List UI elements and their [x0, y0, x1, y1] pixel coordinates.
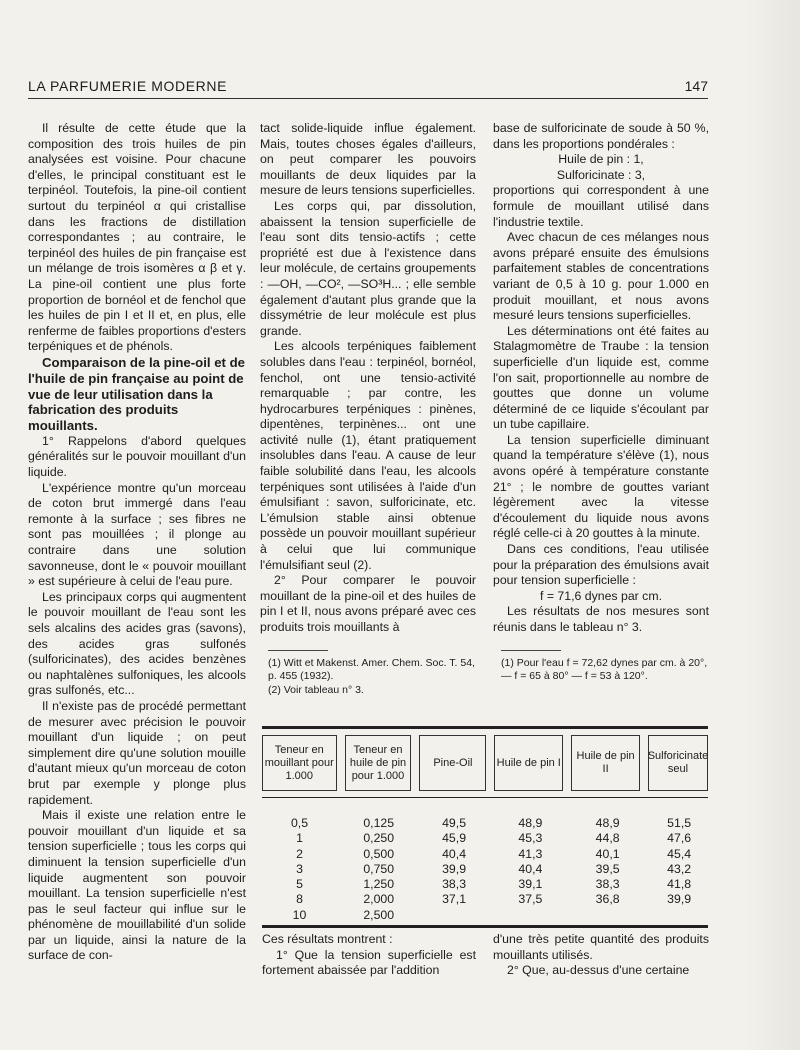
table-cell: [650, 908, 708, 923]
table-cell: 0,500: [363, 846, 395, 861]
paragraph: Il n'existe pas de procédé permettant de mesurer avec précision le pouvoir mouillant d'un liquide ; on peut simplement dire qu'une solution mouille d'autant mieux qu'un morceau de coton brut par exemple y plonge plus rapidement.: [28, 698, 246, 807]
table-cell: 39,9: [667, 892, 692, 907]
table-cell: 0,5: [290, 816, 309, 830]
table-header-cell: Sulforicinate seul: [648, 735, 708, 791]
table-header-cell: Teneur en mouillant pour 1.000: [262, 735, 337, 791]
table-cell: 0,125: [363, 816, 395, 830]
table-cell: 3: [296, 861, 303, 876]
table-cell: 36,8: [595, 892, 620, 907]
table-header-cell: Pine-Oil: [419, 735, 486, 791]
table-cell: 45,9: [442, 831, 467, 846]
table-header-row: [262, 735, 708, 791]
table-body: [262, 816, 708, 923]
table-cell: 45,3: [518, 831, 543, 846]
section-heading: Comparaison de la pine-oil et de l'huile de pin française au point de vue de leur utilisation dans la fabrication des produits mouillants.: [28, 354, 245, 434]
formula-line: Sulforicinate : 3,: [556, 167, 646, 182]
table-cell: [420, 908, 487, 923]
column-middle: [260, 121, 476, 697]
table-cell: 39,5: [595, 861, 620, 876]
paragraph: Les résultats de nos mesures sont réunis dans le tableau n° 3.: [493, 604, 709, 634]
table-row: [262, 862, 708, 877]
paragraph: Mais il existe une relation entre le pouvoir mouillant d'un liquide et sa tension superficielle ; tous les corps qui diminuent la tension superficielle d'un liquide augmentent son pouvoir mouillant. La tension superficielle n'est pas le seul facteur qui influe sur le phénomène de mouillabilité d'un solide par un liquide, ainsi la nature de la surface de con-: [28, 808, 246, 963]
table-header-cell: Huile de pin I: [494, 735, 563, 791]
table-cell: 44,8: [595, 831, 620, 846]
table-cell: 48,9: [518, 816, 543, 830]
paragraph: tact solide-liquide influe également. Mais, toutes choses égales d'ailleurs, on peut comparer les pouvoirs mouillants de deux liquides par la mesure de leurs tensions superficielles.: [260, 121, 476, 198]
paragraph: base de sulforicinate de soude à 50 %, dans les proportions pondérales :: [493, 121, 709, 151]
paragraph: Les alcools terpéniques faiblement solubles dans l'eau : terpinéol, bornéol, fenchol, ont une tensio-activité remarquable ; par contre, les hydrocarbures terpéniques : pinènes, dipentènes, terpinènes... ont une activité nulle (1), étant pratiquement insolubles dans l'eau. A cause de leur faible solubilité dans l'eau, les alcools terpéniques sont utilisées à l'aide d'un émulsifiant : savon, sulforicinate, etc. L'émulsion stable ainsi obtenue possède un pouvoir mouillant supérieur à celui que lui communique l'émulsifiant seul (2).: [260, 339, 476, 572]
table-cell: 37,5: [518, 892, 543, 907]
table-cell: 1,250: [363, 877, 395, 892]
formula-line: f = 71,6 dynes par cm.: [539, 588, 662, 603]
table-row: [262, 816, 708, 831]
table-header-cell: Teneur en huile de pin pour 1.000: [345, 735, 412, 791]
table-cell: 41,3: [518, 846, 543, 861]
table-cell: 47,6: [667, 831, 692, 846]
column-left: [28, 121, 246, 964]
paragraph: 1° Rappelons d'abord quelques généralités sur le pouvoir mouillant d'un liquide.: [28, 433, 246, 480]
table-cell: 8: [296, 892, 303, 907]
paragraph: La tension superficielle diminuant quand la température s'élève (1), nous avons opéré à température constante 21° ; le nombre de gouttes variant légèrement avec la vitesse d'écoulement du liquide nous avons réglé celle-ci à 20 gouttes à la minute.: [493, 432, 709, 541]
table-cell: 40,1: [595, 846, 620, 861]
table-cell: 0,250: [363, 831, 395, 846]
table-row: [262, 831, 708, 846]
paragraph: Les déterminations ont été faites au Stalagmomètre de Traube : la tension superficielle d'un liquide est, comme l'on sait, proportionnelle au nombre de gouttes que donne un volume déterminé de ce liquide s'écoulant par un tube capillaire.: [493, 323, 709, 432]
table-cell: 2,500: [363, 907, 395, 922]
table-top-rule: [262, 726, 708, 729]
formula-line: Huile de pin : 1,: [558, 152, 644, 167]
paragraph: 1° Que la tension superficielle est fortement abaissée par l'addition: [262, 947, 476, 978]
column-middle-bottom: [262, 932, 476, 979]
table-header-rule: [262, 797, 708, 798]
table-cell: 37,1: [442, 892, 467, 907]
table-cell: 2: [296, 846, 303, 861]
results-table: [262, 726, 708, 928]
paragraph: Avec chacun de ces mélanges nous avons préparé ensuite des émulsions parfaitement stables de concentrations variant de 0,5 à 10 g. pour 1.000 en produit mouillant, et nous avons mesuré leurs tensions superficielles.: [493, 230, 709, 323]
table-cell: 49,5: [442, 816, 467, 830]
table-row: [262, 877, 708, 892]
table-cell: 48,9: [595, 816, 620, 830]
paragraph: 2° Que, au-dessus d'une certaine: [507, 963, 690, 978]
table-cell: 10: [292, 907, 307, 922]
journal-title: LA PARFUMERIE MODERNE: [28, 78, 228, 94]
footnote: (1) Pour l'eau f = 72,62 dynes par cm. à 20°, — f = 65 à 80° — f = 53 à 120°.: [501, 656, 708, 683]
table-cell: 5: [296, 877, 303, 892]
table-cell: 51,5: [667, 816, 692, 830]
table-header-cell: Huile de pin II: [571, 735, 640, 791]
paragraph: proportions qui correspondent à une formule de mouillant utilisé dans l'industrie textile.: [493, 183, 709, 229]
table-row: [262, 908, 708, 923]
page-edge-shadow: [744, 0, 800, 1050]
paragraph: Il résulte de cette étude que la composition des trois huiles de pin analysées est voisine. Pour chacune d'elles, le principal constituant est le terpinéol. Toutefois, la pine-oil contient surtout du terpinéol α qui cristallise dans les fractions de distillation correspondantes ; au contraire, le terpinéol des huiles de pin française est un mélange de trois isomères α β et γ. La pine-oil contient une plus forte proportion de bornéol et de fenchol que les huiles de pin I et II et, en plus, elle renferme de faibles proportions d'esters terpéniques et de phénols.: [28, 121, 246, 354]
paragraph: d'une très petite quantité des produits mouillants utilisés.: [493, 932, 709, 962]
paragraph: Ces résultats montrent :: [262, 932, 393, 946]
table-cell: 2,000: [363, 892, 395, 907]
table-cell: 40,4: [518, 861, 543, 876]
running-header: [28, 78, 708, 98]
table-cell: 41,8: [667, 877, 692, 892]
paragraph: 2° Pour comparer le pouvoir mouillant de la pine-oil et des huiles de pin I et II, nous avons préparé avec ces produits trois mouillants à: [260, 573, 476, 634]
table-cell: 39,1: [518, 877, 543, 892]
paragraph: Les corps qui, par dissolution, abaissent la tension superficielle de l'eau sont dits tensio-actifs ; cette propriété est due à l'existence dans leur molécule, de certains groupements : —OH, —CO², —SO³H... ; elle semble également d'autant plus grande que la dissymétrie de leur molécule est plus grande.: [260, 198, 476, 338]
header-rule: [28, 98, 708, 99]
table-row: [262, 847, 708, 862]
paragraph: Dans ces conditions, l'eau utilisée pour la préparation des émulsions avait pour tension superficielle :: [493, 542, 709, 588]
table-bottom-rule: [262, 925, 708, 928]
table-cell: 38,3: [595, 877, 620, 892]
paragraph: Les principaux corps qui augmentent le pouvoir mouillant de l'eau sont les sels alcalins des acides gras (savons), des acides gras sulfonés (sulforicinates), des acides benzènes ou naphtalènes sulfoniques, les alcools gras sulfonés, etc...: [28, 589, 246, 698]
table-cell: [496, 908, 565, 923]
paragraph: L'expérience montre qu'un morceau de coton brut immergé dans l'eau remonte à la surface ; ses fibres ne sont pas mouillées ; il plonge au contraire dans une solution savonneuse, dont le « pouvoir mouillant » est supérieure à celui de l'eau pure.: [28, 480, 246, 589]
footnote-rule: [501, 650, 561, 651]
table-cell: 0,750: [363, 861, 395, 876]
column-right-bottom: [493, 932, 709, 979]
table-cell: 1: [296, 831, 303, 846]
table-cell: [573, 908, 642, 923]
page-number: 147: [684, 78, 708, 94]
table-row: [262, 892, 708, 907]
table-cell: 45,4: [667, 846, 692, 861]
footnote: (2) Voir tableau n° 3.: [268, 683, 364, 696]
footnote-rule: [268, 650, 328, 651]
column-right: [493, 121, 709, 684]
table-cell: 40,4: [442, 846, 467, 861]
table-cell: 43,2: [667, 861, 692, 876]
footnote: (1) Witt et Makenst. Amer. Chem. Soc. T. 54, p. 455 (1932).: [268, 656, 475, 683]
table-cell: 38,3: [442, 877, 467, 892]
table-cell: 39,9: [442, 861, 467, 876]
